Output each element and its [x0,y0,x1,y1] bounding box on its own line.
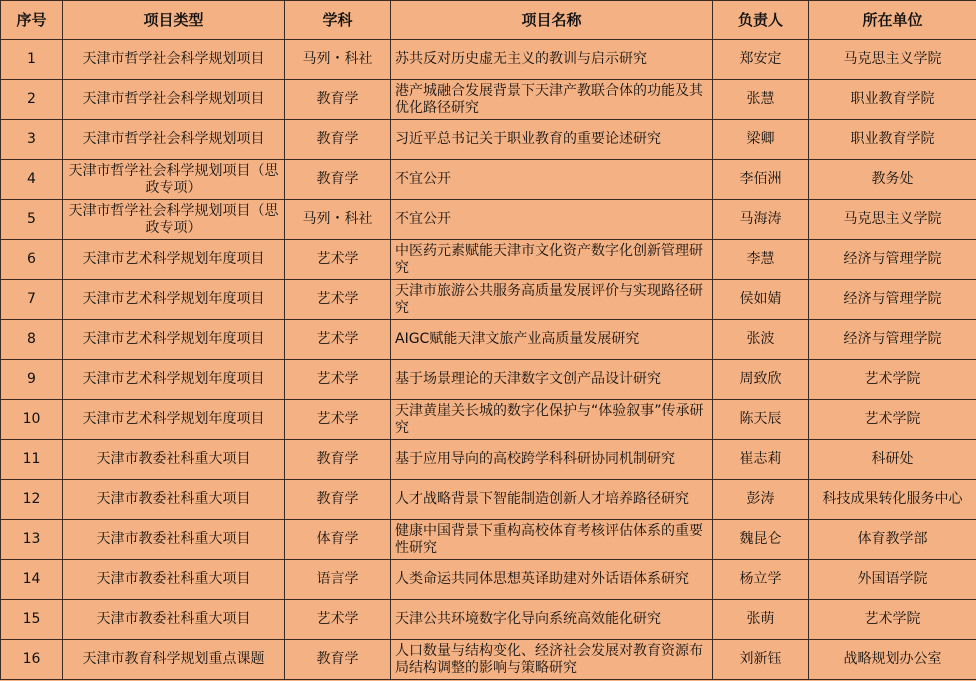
cell-owner: 杨立学 [713,560,809,600]
cell-owner: 张波 [713,320,809,360]
cell-seq: 3 [1,120,63,160]
cell-project-type: 天津市哲学社会科学规划项目 [63,120,285,160]
cell-project-name: 不宜公开 [391,160,713,200]
cell-project-type: 天津市教委社科重大项目 [63,600,285,640]
cell-owner: 魏昆仑 [713,520,809,560]
cell-project-type: 天津市哲学社会科学规划项目 [63,40,285,80]
header-project-name: 项目名称 [391,1,713,40]
table-row [1,80,976,120]
table-row [1,560,976,600]
cell-unit: 马克思主义学院 [809,200,976,240]
cell-project-name: 健康中国背景下重构高校体育考核评估体系的重要性研究 [391,520,713,560]
cell-project-type: 天津市哲学社会科学规划项目（思政专项） [63,160,285,200]
cell-project-name: 苏共反对历史虚无主义的教训与启示研究 [391,40,713,80]
cell-seq: 16 [1,640,63,680]
cell-unit: 经济与管理学院 [809,240,976,280]
cell-discipline: 教育学 [285,440,391,480]
table-row [1,280,976,320]
cell-project-type: 天津市艺术科学规划年度项目 [63,360,285,400]
header-row [1,1,976,40]
table-row [1,520,976,560]
cell-discipline: 艺术学 [285,280,391,320]
cell-owner: 彭涛 [713,480,809,520]
cell-discipline: 艺术学 [285,240,391,280]
cell-seq: 9 [1,360,63,400]
cell-owner: 刘新钰 [713,640,809,680]
cell-owner: 周致欣 [713,360,809,400]
cell-seq: 13 [1,520,63,560]
cell-project-name: 港产城融合发展背景下天津产教联合体的功能及其优化路径研究 [391,80,713,120]
cell-discipline: 艺术学 [285,360,391,400]
cell-project-name: 人类命运共同体思想英译助建对外话语体系研究 [391,560,713,600]
table-row [1,400,976,440]
cell-discipline: 艺术学 [285,400,391,440]
cell-unit: 艺术学院 [809,400,976,440]
cell-unit: 马克思主义学院 [809,40,976,80]
cell-project-name: 基于场景理论的天津数字文创产品设计研究 [391,360,713,400]
table-row [1,480,976,520]
cell-seq: 14 [1,560,63,600]
cell-project-type: 天津市教育科学规划重点课题 [63,640,285,680]
cell-unit: 科研处 [809,440,976,480]
table-row [1,440,976,480]
cell-discipline: 语言学 [285,560,391,600]
cell-unit: 艺术学院 [809,600,976,640]
cell-seq: 4 [1,160,63,200]
cell-discipline: 艺术学 [285,320,391,360]
cell-seq: 8 [1,320,63,360]
cell-project-name: 人才战略背景下智能制造创新人才培养路径研究 [391,480,713,520]
cell-project-type: 天津市艺术科学规划年度项目 [63,240,285,280]
cell-project-name: 天津公共环境数字化导向系统高效能化研究 [391,600,713,640]
cell-discipline: 艺术学 [285,600,391,640]
cell-unit: 战略规划办公室 [809,640,976,680]
cell-owner: 崔志莉 [713,440,809,480]
cell-owner: 马海涛 [713,200,809,240]
cell-owner: 张萌 [713,600,809,640]
table-row [1,360,976,400]
cell-project-type: 天津市教委社科重大项目 [63,480,285,520]
cell-discipline: 教育学 [285,480,391,520]
cell-project-name: 人口数量与结构变化、经济社会发展对教育资源布局结构调整的影响与策略研究 [391,640,713,680]
cell-owner: 侯如婧 [713,280,809,320]
cell-owner: 陈天辰 [713,400,809,440]
table-row [1,160,976,200]
table-row [1,40,976,80]
cell-project-name: 不宜公开 [391,200,713,240]
cell-seq: 6 [1,240,63,280]
table-row [1,600,976,640]
cell-project-name: AIGC赋能天津文旅产业高质量发展研究 [391,320,713,360]
cell-project-type: 天津市哲学社会科学规划项目 [63,80,285,120]
cell-seq: 10 [1,400,63,440]
cell-owner: 张慧 [713,80,809,120]
table-row [1,320,976,360]
cell-unit: 教务处 [809,160,976,200]
cell-discipline: 教育学 [285,640,391,680]
cell-unit: 体育教学部 [809,520,976,560]
cell-unit: 职业教育学院 [809,120,976,160]
cell-owner: 李慧 [713,240,809,280]
cell-seq: 11 [1,440,63,480]
cell-project-type: 天津市艺术科学规划年度项目 [63,400,285,440]
cell-project-type: 天津市教委社科重大项目 [63,560,285,600]
cell-unit: 经济与管理学院 [809,280,976,320]
cell-project-name: 中医药元素赋能天津市文化资产数字化创新管理研究 [391,240,713,280]
cell-unit: 经济与管理学院 [809,320,976,360]
cell-project-type: 天津市艺术科学规划年度项目 [63,320,285,360]
cell-owner: 李佰洲 [713,160,809,200]
cell-project-name: 天津市旅游公共服务高质量发展评价与实现路径研究 [391,280,713,320]
cell-project-name: 天津黄崖关长城的数字化保护与“体验叙事”传承研究 [391,400,713,440]
cell-discipline: 马列・科社 [285,40,391,80]
cell-project-type: 天津市教委社科重大项目 [63,440,285,480]
cell-project-name: 习近平总书记关于职业教育的重要论述研究 [391,120,713,160]
header-owner: 负责人 [713,1,809,40]
cell-seq: 12 [1,480,63,520]
table-row [1,200,976,240]
table-row [1,120,976,160]
cell-project-type: 天津市哲学社会科学规划项目（思政专项） [63,200,285,240]
header-seq: 序号 [1,1,63,40]
table-row [1,240,976,280]
cell-discipline: 体育学 [285,520,391,560]
cell-seq: 1 [1,40,63,80]
cell-discipline: 教育学 [285,120,391,160]
cell-project-type: 天津市教委社科重大项目 [63,520,285,560]
cell-discipline: 教育学 [285,160,391,200]
cell-unit: 职业教育学院 [809,80,976,120]
header-unit: 所在单位 [809,1,976,40]
cell-unit: 外国语学院 [809,560,976,600]
cell-discipline: 马列・科社 [285,200,391,240]
header-project-type: 项目类型 [63,1,285,40]
cell-project-name: 基于应用导向的高校跨学科科研协同机制研究 [391,440,713,480]
cell-seq: 5 [1,200,63,240]
cell-owner: 郑安定 [713,40,809,80]
header-discipline: 学科 [285,1,391,40]
cell-seq: 2 [1,80,63,120]
cell-project-type: 天津市艺术科学规划年度项目 [63,280,285,320]
cell-unit: 艺术学院 [809,360,976,400]
cell-seq: 7 [1,280,63,320]
cell-unit: 科技成果转化服务中心 [809,480,976,520]
cell-seq: 15 [1,600,63,640]
cell-discipline: 教育学 [285,80,391,120]
table-row [1,640,976,680]
cell-owner: 梁卿 [713,120,809,160]
